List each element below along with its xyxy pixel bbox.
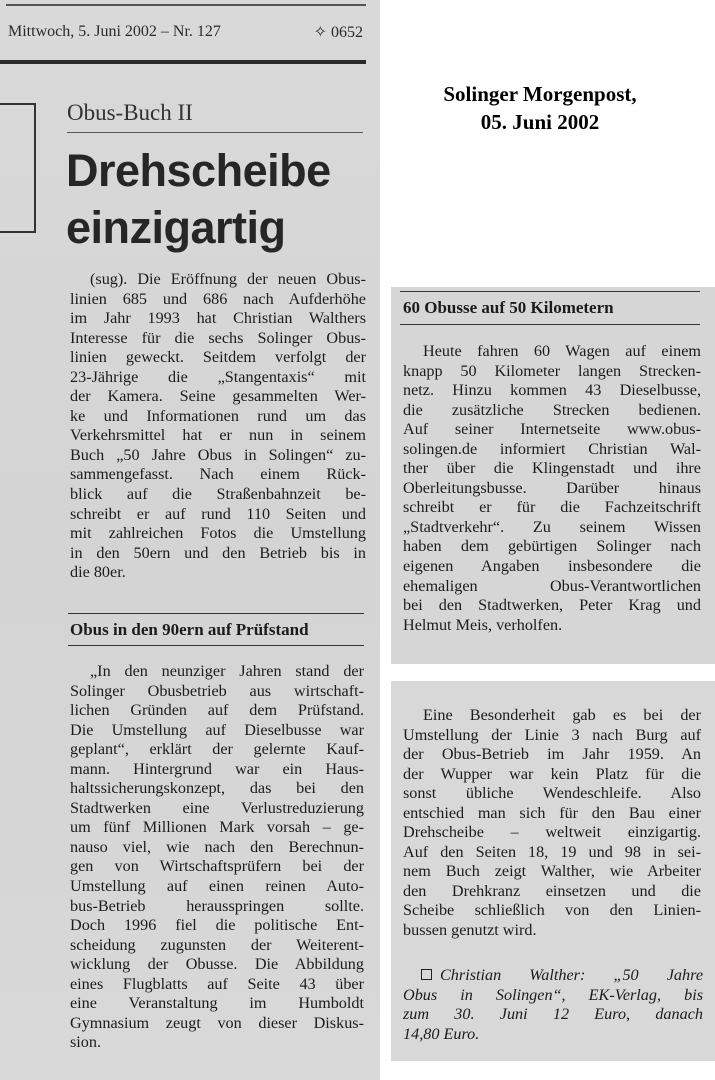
text-line: Solinger Obusbetrieb aus wirtschaft- xyxy=(70,681,364,700)
text-line: der Wupper war kein Platz für die xyxy=(403,764,701,783)
text-line: haltssicherungskonzept, das bei den xyxy=(70,779,364,798)
text-line: Heute fahren 60 Wagen auf einem xyxy=(423,342,701,360)
text-line: (sug). Die Eröffnung der neuen Obus- xyxy=(90,270,366,288)
text-line: 23-Jährige die „Stangentaxis“ mit xyxy=(70,367,366,386)
text-line: bus-Betrieb herausspringen sollte. xyxy=(70,896,364,915)
text-line: Drehscheibe – weltweit einzigartig. xyxy=(403,823,701,842)
text-line: scheidung zugunsten der Weiterent- xyxy=(70,935,364,954)
text-line: Doch 1996 fiel die politische Ent- xyxy=(70,916,364,935)
text-line: „Stadtverkehr“. Zu seinem Wissen xyxy=(403,517,701,536)
text-line: schreibt er auf rund 110 Seiten und xyxy=(70,504,366,523)
source-note-line: Obus in Solingen“, EK-Verlag, bis xyxy=(403,985,703,1004)
subhead-1: Obus in den 90ern auf Prüfstand xyxy=(70,620,309,639)
text-line: solingen.de informiert Christian Wal- xyxy=(403,439,701,458)
book-source-note xyxy=(403,966,703,1044)
text-line: netz. Hinzu kommen 43 Dieselbusse, xyxy=(403,381,701,400)
text-line: wicklung der Obusse. Die Abbildung xyxy=(70,955,364,974)
subhead-rule xyxy=(400,324,700,325)
text-line: Auf den Seiten 18, 19 und 98 in sei- xyxy=(403,842,701,861)
text-line: lichen Gründen auf dem Prüfstand. xyxy=(70,701,364,720)
text-line: Stadtwerken eine Verlustreduzierung xyxy=(70,798,364,817)
text-line: gen von Wirtschaftsprüfern bei der xyxy=(70,857,364,876)
text-line: der Kamera. Seine gesammelten Wer- xyxy=(70,387,366,406)
article-section-3 xyxy=(403,706,701,941)
text-line: ke und Informationen rund um das xyxy=(70,406,366,425)
text-line: die 80er. xyxy=(70,563,126,582)
text-line: bei den Stadtwerken, Peter Krag und xyxy=(403,596,701,615)
text-line: eines Flugblatts auf Seite 43 über xyxy=(70,974,364,993)
masthead-top-rule xyxy=(6,4,366,6)
masthead-code: ✧ 0652 xyxy=(313,24,363,41)
text-line: „In den neunziger Jahren stand der xyxy=(90,662,364,680)
subhead-rule xyxy=(68,613,364,614)
headline-line: Drehscheibe xyxy=(66,145,331,196)
text-line: blick auf die Straßenbahnzeit be- xyxy=(70,485,366,504)
article-intro xyxy=(70,270,366,583)
text-line: sion. xyxy=(70,1033,102,1052)
masthead-date-issue: Mittwoch, 5. Juni 2002 – Nr. 127 xyxy=(8,23,221,40)
text-line: eigenen Angaben insbesondere die xyxy=(403,557,701,576)
text-line: schreibt er für die Fachzeitschrift xyxy=(403,498,701,517)
adjacent-frame xyxy=(0,103,36,233)
text-line: Verkehrsmittel hat er nun in seinem xyxy=(70,426,366,445)
text-line: die zusätzliche Strecken bedienen. xyxy=(403,400,701,419)
subhead-rule xyxy=(400,291,700,292)
text-line: Oberleitungsbusse. Darüber hinaus xyxy=(403,478,701,497)
text-line: Umstellung auf einen reinen Auto- xyxy=(70,877,364,896)
article-kicker: Obus-Buch II xyxy=(67,100,193,125)
text-line: eine Veranstaltung im Humboldt xyxy=(70,994,364,1013)
caption-line: Solinger Morgenpost, xyxy=(443,82,637,106)
text-line: um fünf Millionen Mark vorsah – ge- xyxy=(70,818,364,837)
text-line: geplant“, erklärt der gelernte Kauf- xyxy=(70,740,364,759)
source-note-line: zum 30. Juni 12 Euro, danach xyxy=(403,1005,703,1024)
text-line: sonst übliche Wendeschleife. Also xyxy=(403,784,701,803)
text-line: Helmut Meis, verholfen. xyxy=(403,615,563,634)
source-note-text: Christian Walther: „50 Jahre xyxy=(440,966,703,984)
text-line: Gymnasium zeugt von dieser Diskus- xyxy=(70,1013,364,1032)
text-line: haben dem gebürtigen Solinger nach xyxy=(403,537,701,556)
subhead-2: 60 Obusse auf 50 Kilometern xyxy=(403,298,614,317)
text-line: in den 50ern und den Betrieb bis in xyxy=(70,543,366,562)
article-section-1 xyxy=(70,662,364,1053)
text-line: linien geweckt. Seitdem verfolgt der xyxy=(70,348,366,367)
text-line: im Jahr 1993 hat Christian Walthers xyxy=(70,309,366,328)
text-line: mann. Hintergrund war ein Haus- xyxy=(70,759,364,778)
text-line: bussen genutzt wird. xyxy=(403,921,537,940)
text-line: Die Umstellung auf Dieselbusse war xyxy=(70,720,364,739)
subhead-rule xyxy=(68,645,364,646)
text-line: ther über die Klingenstadt und ihre xyxy=(403,459,701,478)
source-caption xyxy=(400,80,680,136)
text-line: Umstellung der Linie 3 nach Burg auf xyxy=(403,725,701,744)
text-line: mit zahlreichen Fotos die Umstellung xyxy=(70,524,366,543)
checkbox-square-icon xyxy=(421,969,432,980)
text-line: der Obus-Betrieb im Jahr 1959. An xyxy=(403,745,701,764)
text-line: linien 685 und 686 nach Aufderhöhe xyxy=(70,289,366,308)
text-line: Scheibe schließlich von den Linien- xyxy=(403,901,701,920)
caption-line: 05. Juni 2002 xyxy=(480,110,600,134)
article-section-2 xyxy=(403,342,701,635)
text-line: Interesse für die sechs Solinger Obus- xyxy=(70,328,366,347)
text-line: Auf seiner Internetseite www.obus- xyxy=(403,420,701,439)
text-line: nem Buch zeigt Walther, wie Arbeiter xyxy=(403,862,701,881)
text-line: Eine Besonderheit gab es bei der xyxy=(423,706,701,724)
article-headline xyxy=(66,142,371,256)
text-line: knapp 50 Kilometer langen Strecken- xyxy=(403,361,701,380)
masthead xyxy=(8,22,363,42)
text-line: entschied man sich für den Bau einer xyxy=(403,803,701,822)
text-line: den Drehkranz einsetzen und die xyxy=(403,881,701,900)
masthead-rule xyxy=(0,60,366,64)
text-line: nauso viel, wie nach den Berechnun- xyxy=(70,837,364,856)
kicker-rule xyxy=(67,132,363,133)
text-line: Buch „50 Jahre Obus in Solingen“ zu- xyxy=(70,445,366,464)
headline-line: einzigartig xyxy=(66,202,286,253)
source-note-line xyxy=(403,966,703,986)
text-line: ehemaligen Obus-Verantwortlichen xyxy=(403,576,701,595)
text-line: sammengefasst. Nach einem Rück- xyxy=(70,465,366,484)
source-note-line: 14,80 Euro. xyxy=(403,1024,480,1043)
